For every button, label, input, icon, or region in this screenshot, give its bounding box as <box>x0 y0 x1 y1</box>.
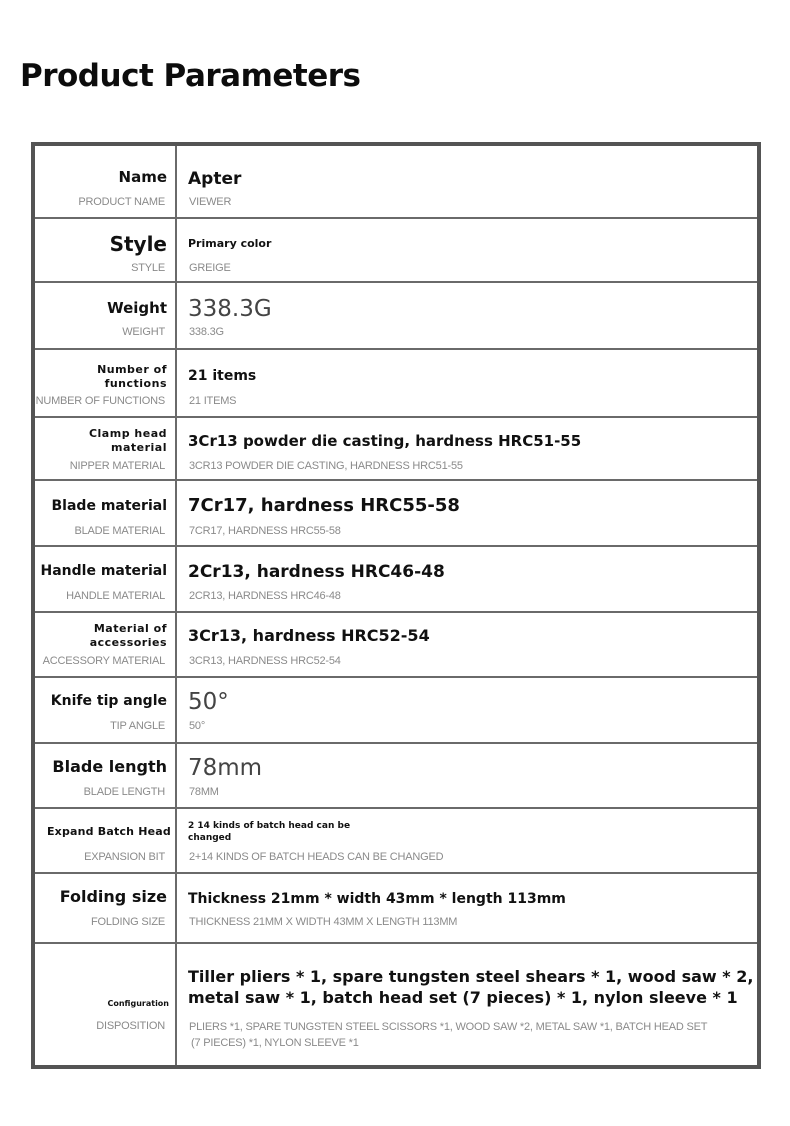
row-label-sub: BLADE MATERIAL <box>74 525 165 537</box>
row-value-sub: PLIERS *1, SPARE TUNGSTEN STEEL SCISSORS *1, WOOD SAW *2, METAL SAW *1, BATCH HEAD SET <box>189 1021 708 1033</box>
row-label: Weight <box>107 299 167 317</box>
value-cell <box>177 547 757 613</box>
value-cell <box>177 219 757 283</box>
table-row-weight <box>35 281 757 350</box>
row-value-sub: 78MM <box>189 786 219 798</box>
label-cell <box>35 146 177 217</box>
table-row-clamp-head <box>35 416 757 481</box>
row-label: Expand Batch Head <box>46 825 171 838</box>
row-label-sub: STYLE <box>131 262 165 274</box>
table-row-tip-angle <box>35 676 757 744</box>
label-cell <box>35 613 177 678</box>
row-label-sub: FOLDING SIZE <box>91 916 165 928</box>
row-value: Primary color <box>188 237 272 250</box>
row-value-sub: THICKNESS 21MM X WIDTH 43MM X LENGTH 113MM <box>189 916 458 928</box>
value-cell <box>177 146 757 217</box>
value-cell <box>177 944 757 1065</box>
label-cell <box>35 678 177 744</box>
value-cell <box>177 678 757 744</box>
row-value: Thickness 21mm * width 43mm * length 113mm <box>188 891 566 907</box>
row-label: Name <box>118 168 167 186</box>
value-cell <box>177 744 757 809</box>
row-label-line2: material <box>111 441 167 454</box>
row-value-sub: 2+14 KINDS OF BATCH HEADS CAN BE CHANGED <box>189 851 444 863</box>
row-value-sub: VIEWER <box>189 196 232 208</box>
row-label-line2: functions <box>104 377 167 390</box>
row-label-sub: NUMBER OF FUNCTIONS <box>35 395 165 407</box>
row-value: 50° <box>188 689 229 715</box>
table-row-accessories <box>35 611 757 678</box>
row-label-sub: EXPANSION BIT <box>84 851 165 863</box>
row-label: Configuration <box>107 999 169 1008</box>
table-row-blade-length <box>35 742 757 809</box>
label-cell <box>35 219 177 283</box>
row-value-sub-line2: (7 PIECES) *1, NYLON SLEEVE *1 <box>191 1037 359 1049</box>
row-value: 338.3G <box>188 296 272 322</box>
table-row-expansion-bit <box>35 807 757 874</box>
value-cell <box>177 613 757 678</box>
row-value-sub: 3CR13, HARDNESS HRC52-54 <box>189 655 341 667</box>
row-value-line2: changed <box>188 833 232 843</box>
table-row-name <box>35 146 757 217</box>
label-cell <box>35 418 177 481</box>
label-cell <box>35 809 177 874</box>
row-label-sub: BLADE LENGTH <box>83 786 165 798</box>
table-row-configuration <box>35 942 757 1065</box>
row-label-sub: NIPPER MATERIAL <box>69 460 165 472</box>
parameters-table <box>31 142 761 1069</box>
label-cell <box>35 350 177 418</box>
row-label: Folding size <box>59 887 167 906</box>
label-cell <box>35 744 177 809</box>
row-label: Blade length <box>52 757 167 776</box>
row-value-line2: metal saw * 1, batch head set (7 pieces) * 1, nylon sleeve * 1 <box>188 988 738 1007</box>
page-title: Product Parameters <box>20 58 361 94</box>
row-value: 78mm <box>188 755 263 781</box>
table-row-style <box>35 217 757 283</box>
row-label: Blade material <box>51 498 167 514</box>
row-label-sub: TIP ANGLE <box>110 720 165 732</box>
table-row-handle-material <box>35 545 757 613</box>
label-cell <box>35 283 177 350</box>
row-value-sub: GREIGE <box>189 262 231 274</box>
row-value-sub: 21 ITEMS <box>189 395 237 407</box>
value-cell <box>177 350 757 418</box>
row-value: Apter <box>188 169 242 189</box>
row-value-sub: 3CR13 POWDER DIE CASTING, HARDNESS HRC51-55 <box>189 460 463 472</box>
row-label: Style <box>109 232 167 256</box>
row-label: Material of <box>93 622 167 635</box>
row-label-line2: accessories <box>89 636 167 649</box>
row-value: 3Cr13 powder die casting, hardness HRC51-55 <box>188 432 582 450</box>
label-cell <box>35 547 177 613</box>
row-value: 3Cr13, hardness HRC52-54 <box>188 626 430 645</box>
row-label-sub: WEIGHT <box>122 326 165 338</box>
table-row-blade-material <box>35 479 757 547</box>
row-value: 21 items <box>188 368 257 384</box>
label-cell <box>35 944 177 1065</box>
row-value: 2Cr13, hardness HRC46-48 <box>188 562 445 582</box>
row-value: 2 14 kinds of batch head can be <box>188 821 351 831</box>
row-label-sub: HANDLE MATERIAL <box>66 590 165 602</box>
row-value-sub: 338.3G <box>189 326 224 338</box>
row-label-sub: ACCESSORY MATERIAL <box>42 655 165 667</box>
row-value-sub: 2CR13, HARDNESS HRC46-48 <box>189 590 341 602</box>
table-row-folding-size <box>35 872 757 944</box>
value-cell <box>177 481 757 547</box>
row-value-sub: 7CR17, HARDNESS HRC55-58 <box>189 525 341 537</box>
row-label: Clamp head <box>88 427 167 440</box>
table-row-functions <box>35 348 757 418</box>
value-cell <box>177 874 757 944</box>
value-cell <box>177 418 757 481</box>
row-value: Tiller pliers * 1, spare tungsten steel shears * 1, wood saw * 2, <box>188 967 754 986</box>
row-label-sub: PRODUCT NAME <box>78 196 165 208</box>
row-label: Handle material <box>40 563 167 579</box>
label-cell <box>35 874 177 944</box>
row-value-sub: 50° <box>189 720 206 732</box>
row-label: Knife tip angle <box>50 693 167 709</box>
label-cell <box>35 481 177 547</box>
value-cell <box>177 283 757 350</box>
row-value: 7Cr17, hardness HRC55-58 <box>188 495 460 516</box>
row-label: Number of <box>97 363 167 376</box>
value-cell <box>177 809 757 874</box>
row-label-sub: DISPOSITION <box>96 1020 165 1032</box>
